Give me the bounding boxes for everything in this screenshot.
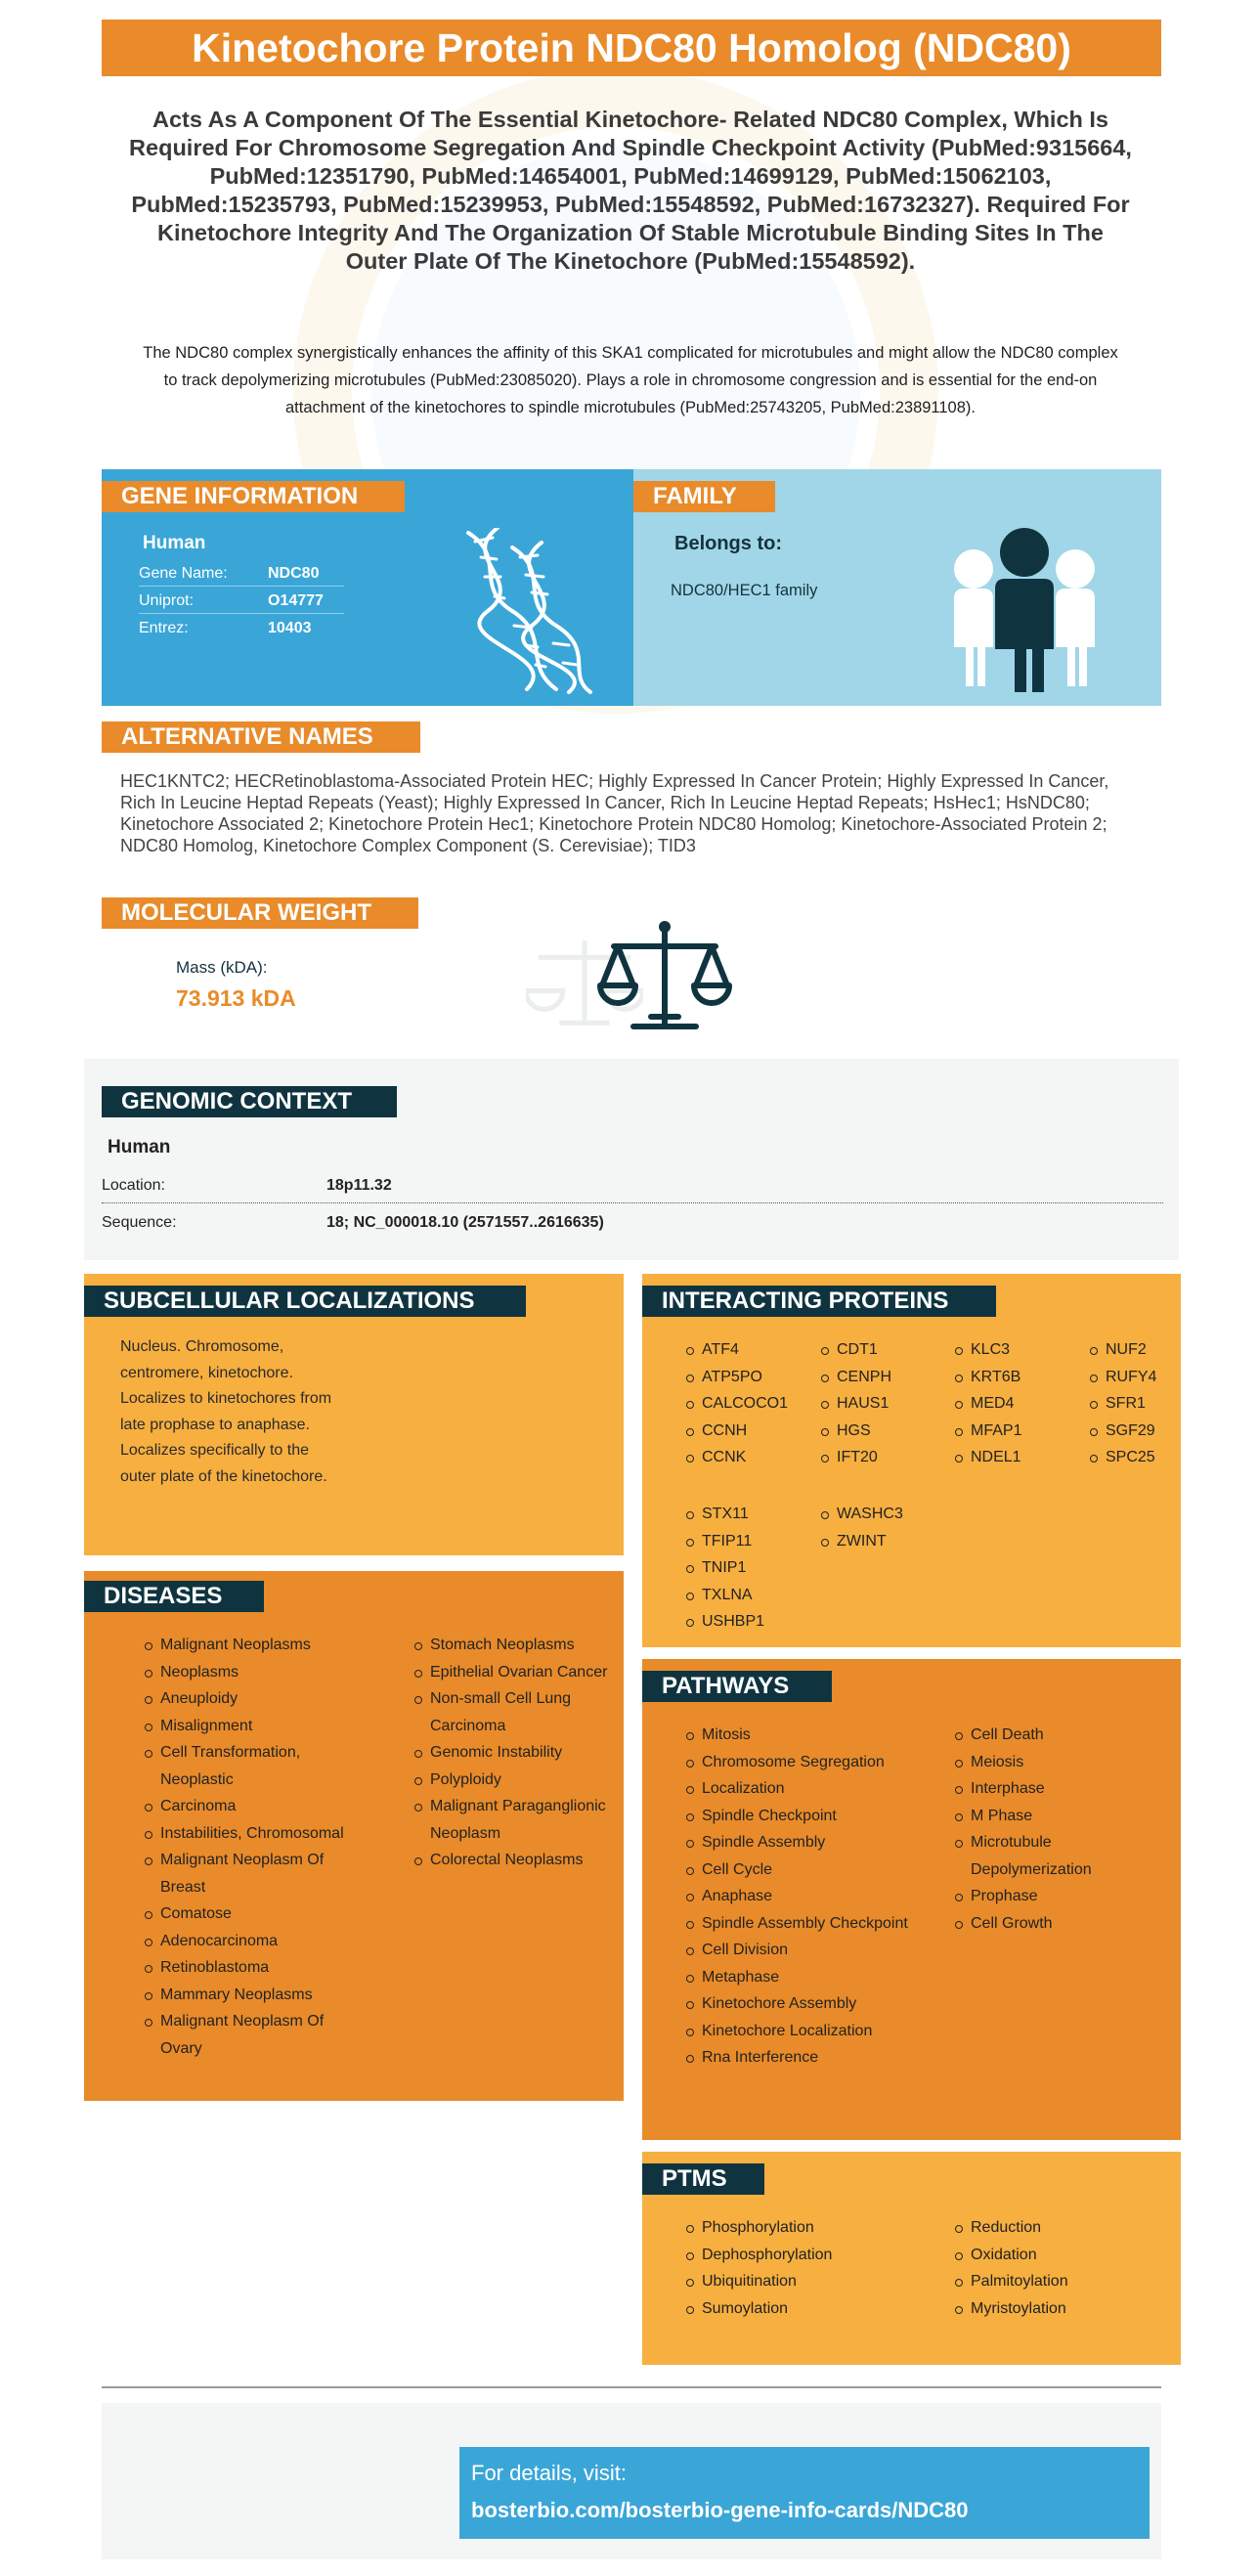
- list-item: TNIP1: [684, 1554, 811, 1582]
- list-item: Malignant Paraganglionic Neoplasm: [412, 1793, 608, 1847]
- list-item: USHBP1: [684, 1608, 811, 1636]
- list-item: Cell Death: [953, 1722, 1168, 1749]
- interacting-proteins-heading: INTERACTING PROTEINS: [642, 1286, 996, 1317]
- list-item: M Phase: [953, 1803, 1168, 1830]
- gene-name-value: NDC80: [268, 565, 320, 582]
- pathways-list-col2: [953, 1722, 1168, 1937]
- list-item: CENPH: [819, 1364, 946, 1391]
- details-label: For details, visit:: [471, 2461, 627, 2485]
- proteins-list-col4: [1088, 1336, 1181, 1471]
- list-item: Neoplasms: [143, 1659, 368, 1686]
- list-item: SPC25: [1088, 1444, 1181, 1471]
- list-item: Retinoblastoma: [143, 1954, 368, 1982]
- location-value: 18p11.32: [326, 1177, 392, 1194]
- list-item: Malignant Neoplasm Of Ovary: [143, 2008, 368, 2062]
- diseases-list-col2: [412, 1632, 608, 1874]
- gene-information-heading: GENE INFORMATION: [102, 481, 405, 512]
- list-item: Spindle Assembly: [684, 1829, 919, 1856]
- sequence-value: 18; NC_000018.10 (2571557..2616635): [326, 1214, 604, 1231]
- genomic-species: Human: [108, 1137, 171, 1157]
- list-item: Cell Division: [684, 1937, 919, 1964]
- gene-name-row: [139, 559, 344, 587]
- proteins-list-col5: [684, 1501, 811, 1636]
- list-item: HAUS1: [819, 1390, 946, 1418]
- uniprot-row: [139, 587, 344, 614]
- list-item: Oxidation: [953, 2242, 1168, 2269]
- list-item: Ubiquitination: [684, 2268, 919, 2295]
- proteins-list-col1: [684, 1336, 811, 1471]
- list-item: Epithelial Ovarian Cancer: [412, 1659, 608, 1686]
- pathways-panel: [642, 1659, 1181, 2140]
- family-panel: [633, 469, 1161, 706]
- location-label: Location:: [102, 1177, 165, 1194]
- list-item: Misalignment: [143, 1713, 368, 1740]
- belongs-to-label: Belongs to:: [674, 533, 782, 554]
- gene-species: Human: [143, 533, 206, 553]
- list-item: Kinetochore Localization: [684, 2018, 919, 2045]
- interacting-proteins-panel: [642, 1274, 1181, 1647]
- mass-value: 73.913 kDA: [176, 985, 296, 1011]
- list-item: Phosphorylation: [684, 2214, 919, 2242]
- ptms-panel: [642, 2152, 1181, 2365]
- list-item: IFT20: [819, 1444, 946, 1471]
- list-item: ATP5PO: [684, 1364, 811, 1391]
- list-item: Cell Cycle: [684, 1856, 919, 1884]
- description: The NDC80 complex synergistically enhances the affinity of this SKA1 complicated for microtubules and might allow the NDC80 complex to track depolymerizing microtubules (PubMed:23085020). Plays a role in chromosome congression and is essential for the end-on attachment of the kinetochores to spindle microtubules (PubMed:25743205, PubMed:23891108).: [143, 344, 1118, 416]
- list-item: Mitosis: [684, 1722, 919, 1749]
- list-item: Sumoylation: [684, 2295, 919, 2323]
- list-item: Adenocarcinoma: [143, 1928, 368, 1955]
- ptms-list-col2: [953, 2214, 1168, 2322]
- people-icon: [946, 528, 1103, 694]
- list-item: ATF4: [684, 1336, 811, 1364]
- proteins-list-col6: [819, 1501, 946, 1554]
- function-summary: Acts As A Component Of The Essential Kinetochore- Related NDC80 Complex, Which Is Required For Chromosome Segregation And Spindle Checkpoint Activity (PubMed:9315664, PubMed:12351790, PubMed:14654001, PubMed:14699129, PubMed:15062103, PubMed:15235793, PubMed:15239953, PubMed:15548592, PubMed:16732327). Required For Kinetochore Integrity And The Organization Of Stable Microtubule Binding Sites In The Outer Plate Of The Kinetochore (PubMed:15548592).: [129, 107, 1132, 274]
- list-item: Genomic Instability: [412, 1739, 608, 1767]
- list-item: Aneuploidy: [143, 1685, 368, 1713]
- list-item: Palmitoylation: [953, 2268, 1168, 2295]
- list-item: Anaphase: [684, 1883, 919, 1910]
- list-item: SGF29: [1088, 1418, 1181, 1445]
- list-item: NUF2: [1088, 1336, 1181, 1364]
- subcellular-text: Nucleus. Chromosome, centromere, kinetochore. Localizes to kinetochores from late prophase to anaphase. Localizes specifically to the outer plate of the kinetochore.: [120, 1338, 332, 1485]
- alternative-names-heading: ALTERNATIVE NAMES: [102, 721, 420, 753]
- ptms-list-col1: [684, 2214, 919, 2322]
- uniprot-label: Uniprot:: [139, 592, 195, 609]
- list-item: Rna Interference: [684, 2044, 919, 2072]
- list-item: Stomach Neoplasms: [412, 1632, 608, 1659]
- location-row: [102, 1166, 1163, 1203]
- list-item: CALCOCO1: [684, 1390, 811, 1418]
- list-item: MED4: [953, 1390, 1080, 1418]
- ptms-heading: PTMS: [642, 2163, 764, 2195]
- proteins-list-col3: [953, 1336, 1080, 1471]
- list-item: KRT6B: [953, 1364, 1080, 1391]
- list-item: WASHC3: [819, 1501, 946, 1528]
- list-item: HGS: [819, 1418, 946, 1445]
- list-item: NDEL1: [953, 1444, 1080, 1471]
- list-item: Microtubule Depolymerization: [953, 1829, 1168, 1883]
- family-heading: FAMILY: [633, 481, 775, 512]
- list-item: Cell Transformation, Neoplastic: [143, 1739, 368, 1793]
- pathways-heading: PATHWAYS: [642, 1671, 832, 1702]
- sequence-label: Sequence:: [102, 1214, 177, 1231]
- gene-information-panel: [102, 469, 633, 706]
- dna-icon: [454, 528, 600, 694]
- list-item: Metaphase: [684, 1964, 919, 1991]
- list-item: Colorectal Neoplasms: [412, 1847, 608, 1874]
- list-item: STX11: [684, 1501, 811, 1528]
- list-item: Spindle Assembly Checkpoint: [684, 1910, 919, 1938]
- list-item: Polyploidy: [412, 1767, 608, 1794]
- list-item: CDT1: [819, 1336, 946, 1364]
- details-link[interactable]: bosterbio.com/bosterbio-gene-info-cards/NDC80: [471, 2498, 969, 2522]
- list-item: Cell Growth: [953, 1910, 1168, 1938]
- subcellular-heading: SUBCELLULAR LOCALIZATIONS: [84, 1286, 526, 1317]
- subcellular-panel: [84, 1274, 624, 1555]
- list-item: Localization: [684, 1775, 919, 1803]
- diseases-list-col1: [143, 1632, 368, 2062]
- uniprot-value: O14777: [268, 592, 324, 609]
- family-value: NDC80/HEC1 family: [671, 582, 818, 599]
- list-item: Instabilities, Chromosomal: [143, 1820, 368, 1848]
- gene-name-label: Gene Name:: [139, 565, 228, 582]
- list-item: Prophase: [953, 1883, 1168, 1910]
- list-item: TXLNA: [684, 1582, 811, 1609]
- details-box: [459, 2447, 1150, 2539]
- list-item: CCNH: [684, 1418, 811, 1445]
- list-item: ZWINT: [819, 1528, 946, 1555]
- list-item: Malignant Neoplasms: [143, 1632, 368, 1659]
- entrez-row: [139, 614, 344, 641]
- list-item: Comatose: [143, 1900, 368, 1928]
- entrez-label: Entrez:: [139, 620, 189, 636]
- list-item: KLC3: [953, 1336, 1080, 1364]
- list-item: Meiosis: [953, 1749, 1168, 1776]
- mass-label: Mass (kDA):: [176, 958, 268, 977]
- list-item: Chromosome Segregation: [684, 1749, 919, 1776]
- list-item: SFR1: [1088, 1390, 1181, 1418]
- entrez-value: 10403: [268, 620, 312, 636]
- sequence-row: [102, 1203, 1163, 1241]
- list-item: Interphase: [953, 1775, 1168, 1803]
- list-item: RUFY4: [1088, 1364, 1181, 1391]
- list-item: Kinetochore Assembly: [684, 1990, 919, 2018]
- list-item: TFIP11: [684, 1528, 811, 1555]
- list-item: Reduction: [953, 2214, 1168, 2242]
- genomic-context-section: [84, 1059, 1179, 1260]
- diseases-heading: DISEASES: [84, 1581, 264, 1612]
- list-item: MFAP1: [953, 1418, 1080, 1445]
- diseases-panel: [84, 1571, 624, 2101]
- list-item: Mammary Neoplasms: [143, 1982, 368, 2009]
- list-item: Spindle Checkpoint: [684, 1803, 919, 1830]
- list-item: Dephosphorylation: [684, 2242, 919, 2269]
- footer-divider: [102, 2386, 1161, 2388]
- list-item: Non-small Cell Lung Carcinoma: [412, 1685, 608, 1739]
- genomic-context-heading: GENOMIC CONTEXT: [102, 1086, 397, 1117]
- proteins-list-col2: [819, 1336, 946, 1471]
- list-item: CCNK: [684, 1444, 811, 1471]
- page-title: Kinetochore Protein NDC80 Homolog (NDC80): [102, 20, 1161, 76]
- list-item: Carcinoma: [143, 1793, 368, 1820]
- alternative-names-text: HEC1KNTC2; HECRetinoblastoma-Associated Protein HEC; Highly Expressed In Cancer Protein; Highly Expressed In Cancer, Rich In Leucine Heptad Repeats (Yeast); Highly Expressed In Cancer, Rich In Leucine Heptad Repeats; HsHec1; HsNDC80; Kinetochore Associated 2; Kinetochore Protein Hec1; Kinetochore Protein NDC80 Homolog; Kinetochore-Associated Protein 2; NDC80 Homolog, Kinetochore Complex Component (S. Cerevisiae); TID3: [120, 771, 1109, 855]
- scale-icon: [596, 919, 733, 1036]
- pathways-list-col1: [684, 1722, 919, 2072]
- molecular-weight-heading: MOLECULAR WEIGHT: [102, 897, 418, 929]
- list-item: Myristoylation: [953, 2295, 1168, 2323]
- list-item: Malignant Neoplasm Of Breast: [143, 1847, 368, 1900]
